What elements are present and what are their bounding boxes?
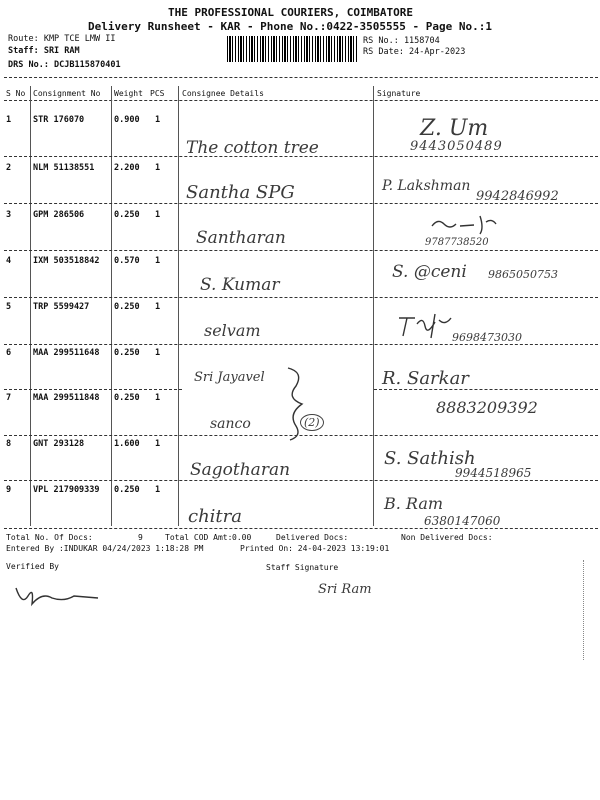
bracket-mark <box>282 364 318 444</box>
col-pcs: PCS <box>150 89 165 98</box>
row-pcs: 1 <box>155 439 161 449</box>
row-pcs: 1 <box>155 163 161 173</box>
rs-date: RS Date: 24-Apr-2023 <box>363 47 466 57</box>
staff-signature-handwriting: Sri Ram <box>318 582 372 597</box>
consignee-handwriting: Sri Jayavel <box>194 370 265 385</box>
entered-by: Entered By :INDUKAR 04/24/2023 1:18:28 PM <box>6 544 204 553</box>
row-sno: 9 <box>6 485 12 495</box>
phone-handwriting: 6380147060 <box>424 514 501 528</box>
row-divider <box>4 528 598 529</box>
row-weight: 0.900 <box>114 115 140 125</box>
verified-by-label: Verified By <box>6 562 59 571</box>
row-divider <box>4 389 182 390</box>
row-divider <box>4 250 598 251</box>
col-line <box>30 86 31 526</box>
row-pcs: 1 <box>155 348 161 358</box>
verifier-signature <box>12 578 102 612</box>
row-divider <box>4 203 598 204</box>
rs-number: RS No.: 1158704 <box>363 36 440 46</box>
runsheet-subtitle: Delivery Runsheet - KAR - Phone No.:0422-3505555 - Page No.:1 <box>88 20 492 33</box>
phone-handwriting: 9698473030 <box>452 331 522 344</box>
row-pcs: 1 <box>155 302 161 312</box>
total-cod-value: 0.00 <box>232 533 252 542</box>
consignee-handwriting: Santha SPG <box>186 182 295 203</box>
phone-handwriting: 9942846992 <box>476 189 559 204</box>
row-consignment: NLM 51138551 <box>33 163 95 173</box>
col-consignee: Consignee Details <box>182 89 264 98</box>
company-title: THE PROFESSIONAL COURIERS, COIMBATORE <box>168 6 414 19</box>
row-weight: 0.250 <box>114 393 140 403</box>
route-label: Route: KMP TCE LMW II <box>8 34 116 44</box>
consignee-handwriting: Santharan <box>196 228 286 248</box>
row-pcs: 1 <box>155 485 161 495</box>
row-divider <box>4 156 598 157</box>
row-consignment: TRP 5599427 <box>33 302 90 312</box>
phone-handwriting: 8883209392 <box>436 398 538 417</box>
signature-handwriting: P. Lakshman <box>382 178 471 194</box>
col-sno: S No <box>6 89 26 98</box>
row-sno: 1 <box>6 115 12 125</box>
col-line <box>178 86 179 526</box>
row-weight: 0.250 <box>114 210 140 220</box>
row-sno: 5 <box>6 302 12 312</box>
signature-handwriting: S. @ceni <box>392 262 467 282</box>
row-consignment: STR 176070 <box>33 115 85 125</box>
row-sno: 2 <box>6 163 12 173</box>
row-pcs: 1 <box>155 115 161 125</box>
row-weight: 0.570 <box>114 256 140 266</box>
signature-handwriting: Z. Um <box>420 116 489 141</box>
row-consignment: GPM 286506 <box>33 210 85 220</box>
row-weight: 2.200 <box>114 163 140 173</box>
consignee-handwriting: S. Kumar <box>200 275 280 295</box>
header-divider <box>4 100 598 101</box>
col-consignment: Consignment No <box>33 89 101 98</box>
row-pcs: 1 <box>155 393 161 403</box>
consignee-handwriting: sanco <box>210 416 251 432</box>
phone-handwriting: 9944518965 <box>455 466 532 480</box>
row-consignment: VPL 217909339 <box>33 485 100 495</box>
row-pcs: 1 <box>155 210 161 220</box>
total-cod-label: Total COD Amt: <box>165 533 233 542</box>
col-line <box>373 86 374 526</box>
phone-handwriting: 9787738520 <box>425 237 489 248</box>
row-weight: 0.250 <box>114 348 140 358</box>
row-weight: 0.250 <box>114 485 140 495</box>
row-sno: 8 <box>6 439 12 449</box>
total-docs-value: 9 <box>138 533 143 542</box>
row-pcs: 1 <box>155 256 161 266</box>
row-consignment: MAA 299511848 <box>33 393 100 403</box>
row-consignment: MAA 299511648 <box>33 348 100 358</box>
consignee-handwriting: chitra <box>188 506 242 527</box>
row-divider <box>4 297 598 298</box>
drs-number: DRS No.: DCJB115870401 <box>8 60 121 70</box>
row-sno: 3 <box>6 210 12 220</box>
margin-mark <box>583 560 584 660</box>
col-signature: Signature <box>377 89 421 98</box>
row-sno: 7 <box>6 393 12 403</box>
non-delivered-docs-label: Non Delivered Docs: <box>401 533 493 542</box>
signature-handwriting: R. Sarkar <box>382 368 469 389</box>
signature-handwriting: S. Sathish <box>384 448 476 469</box>
printed-on: Printed On: 24-04-2023 13:19:01 <box>240 544 390 553</box>
delivered-docs-label: Delivered Docs: <box>276 533 349 542</box>
staff-signature-label: Staff Signature <box>266 563 339 572</box>
col-weight: Weight <box>114 89 143 98</box>
row-divider <box>4 480 598 481</box>
row-consignment: IXM 503518842 <box>33 256 100 266</box>
row-sno: 4 <box>6 256 12 266</box>
barcode <box>227 36 357 62</box>
row-weight: 1.600 <box>114 439 140 449</box>
row-sno: 6 <box>6 348 12 358</box>
divider <box>4 77 598 78</box>
row-weight: 0.250 <box>114 302 140 312</box>
bracket-note: (2) <box>300 414 324 431</box>
row-divider <box>4 344 598 345</box>
consignee-handwriting: Sagotharan <box>190 460 291 480</box>
phone-handwriting: 9865050753 <box>488 268 558 281</box>
signature-handwriting: B. Ram <box>384 494 444 513</box>
row-divider <box>374 389 598 390</box>
consignee-handwriting: selvam <box>204 321 261 340</box>
row-divider <box>4 435 598 436</box>
row-consignment: GNT 293128 <box>33 439 85 449</box>
col-line <box>111 86 112 526</box>
signature-scribble <box>430 212 500 236</box>
signature-scribble <box>395 312 455 342</box>
consignee-handwriting: The cotton tree <box>186 138 319 158</box>
total-docs-label: Total No. Of Docs: <box>6 533 93 542</box>
staff-label: Staff: SRI RAM <box>8 46 80 56</box>
phone-handwriting: 9443050489 <box>410 139 503 154</box>
